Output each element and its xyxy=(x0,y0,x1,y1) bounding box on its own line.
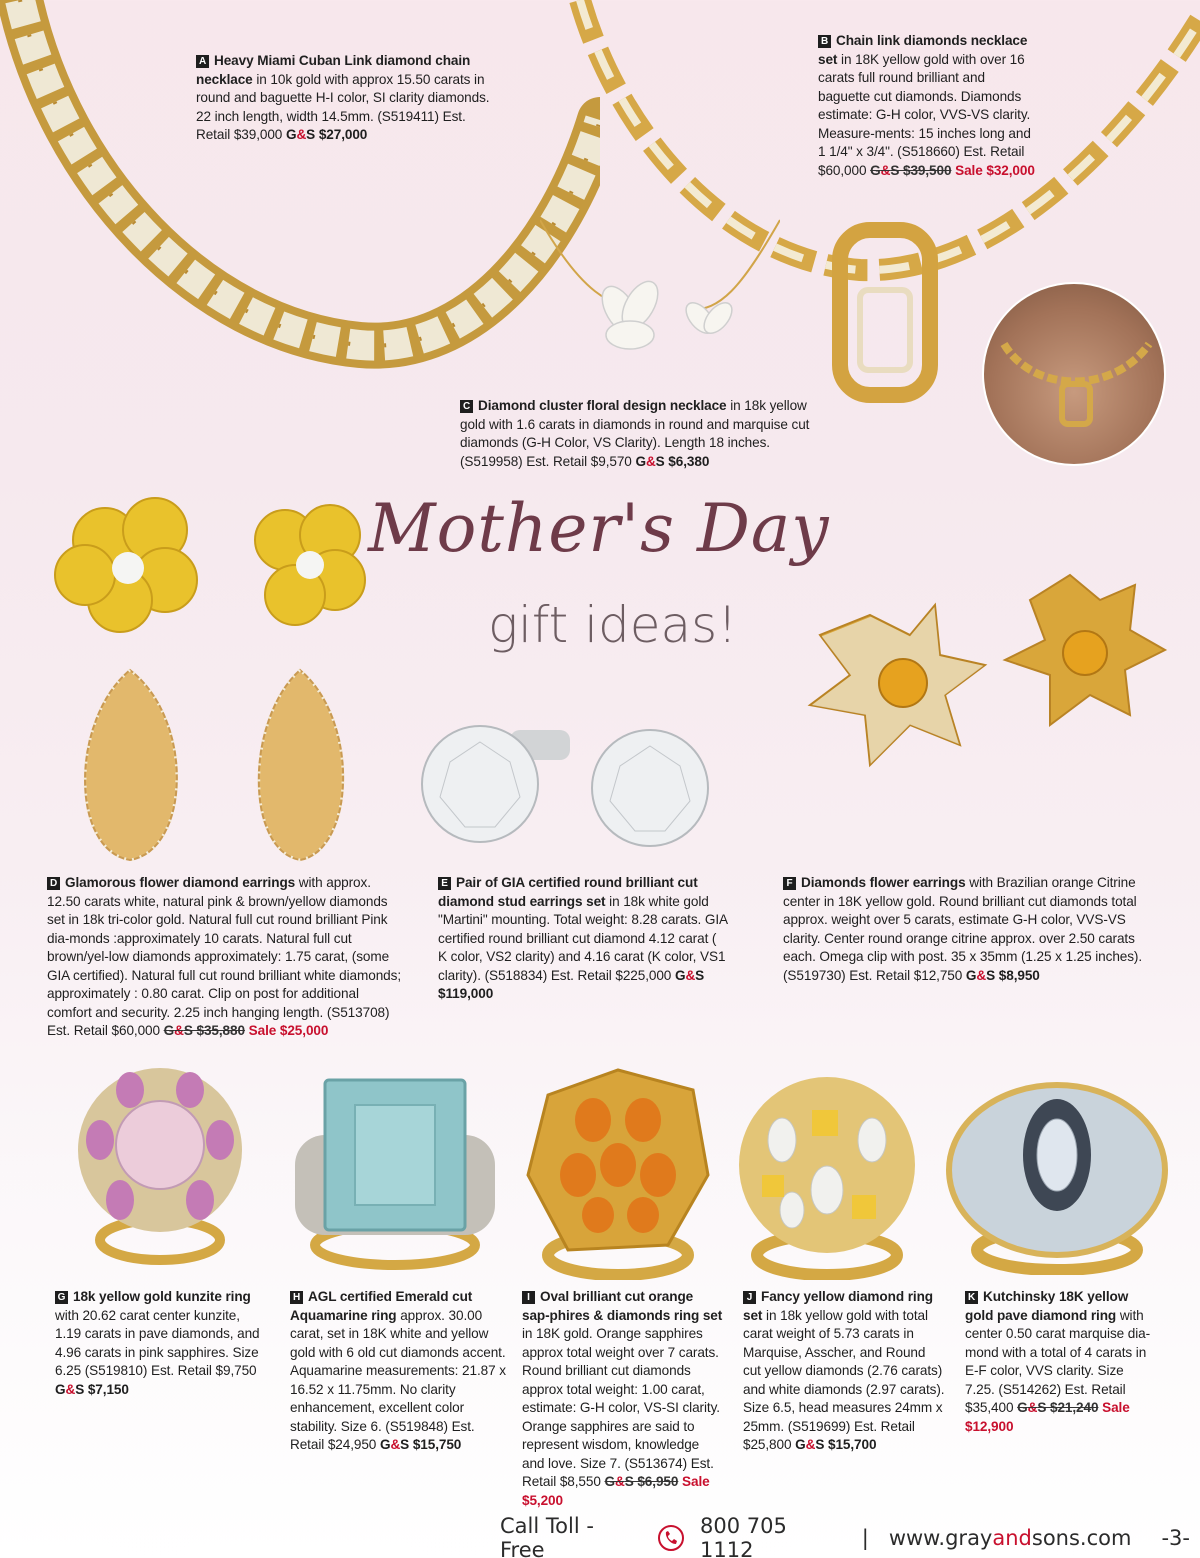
product-desc: with approx. 12.50 carats white, natural pink & brown/yellow diamonds set in 18k tri-color gold. Natural full cut round brilliant Pink dia-monds :approximately 10 carats. Natural full cut brown/yel-low diamonds approximately: 1.75 carat, (some GIA certified). Natural full cut round brilliant white diamonds; approximately : 0.80 carat. Clip on post for additional comfort and security. 2.25 inch hanging length. (S513708) Est. Retail $60,000 xyxy=(47,875,402,1038)
orange-sapphire-ring-photo xyxy=(518,1065,718,1280)
gs-price-strikethrough: G&S $21,240 xyxy=(1017,1400,1099,1415)
page-number: -3- xyxy=(1161,1526,1190,1550)
product-title: Chain link diamonds necklace set xyxy=(818,33,1028,67)
product-desc: with center 0.50 carat marquise dia-mond with a total of 4 carats in E-F color, VVS clarity. Size 7.25. (S514262) Est. Retail $35,400 xyxy=(965,1307,1151,1415)
product-desc: in 18K yellow gold with over 16 carats full round brilliant and baguette cut diamonds. Diamonds estimate: G-H color, VVS-VS clarity. Measure-ments: 15 inches long and 1 1/4" x 3/4". (S518660) Est. Retail $60,000 xyxy=(818,51,1031,178)
gs-price: G&S $7,150 xyxy=(55,1381,129,1397)
product-i-blurb xyxy=(522,1288,724,1510)
product-letter-badge: G xyxy=(55,1291,68,1304)
flower-drop-earrings-photo xyxy=(30,460,400,870)
product-letter-badge: C xyxy=(460,400,473,413)
phone-icon xyxy=(658,1525,684,1551)
sale-price: Sale $12,900 xyxy=(965,1400,1130,1434)
product-title: Pair of GIA certified round brilliant cut diamond stud earrings set xyxy=(438,875,698,909)
product-letter-badge: F xyxy=(783,877,796,890)
product-title: Heavy Miami Cuban Link diamond chain necklace xyxy=(196,53,471,87)
aquamarine-ring-photo xyxy=(285,1075,505,1275)
product-desc: in 18k yellow gold with 1.6 carats in diamonds in round and marquise cut diamonds (G-H Color, VS Clarity). Length 18 inches. (S519958) Est. Retail $9,570 xyxy=(460,398,810,469)
footer-contact-bar xyxy=(500,1514,1190,1558)
product-k-blurb xyxy=(965,1288,1155,1436)
hero-title: Mother's Day xyxy=(368,490,830,567)
product-b-blurb xyxy=(818,32,1040,180)
product-f-blurb xyxy=(783,874,1143,985)
product-desc: with Brazilian orange Citrine center in 18K yellow gold. Round brilliant cut diamonds total approx. weight over 5 carats, estimate G-H color, VVS-VS clarity. Center round orange citrine approx. over 2.50 carats each. Omega clip with post. 35 x 35mm (1.25 x 1.25 inches). (S519730) Est. Retail $12,750 xyxy=(783,875,1143,983)
hero-subtitle: gift ideas! xyxy=(488,596,738,654)
product-letter-badge: K xyxy=(965,1291,978,1304)
product-letter-badge: H xyxy=(290,1291,303,1304)
product-letter-badge: I xyxy=(522,1291,535,1304)
product-desc: in 10k gold with approx 15.50 carats in round and baguette H-I color, SI clarity diamonds. 22 inch length, width 14.5mm. (S519411) Est. Retail $39,000 xyxy=(196,71,490,142)
website-link[interactable] xyxy=(889,1526,1132,1550)
product-g-blurb xyxy=(55,1288,261,1399)
product-letter-badge: E xyxy=(438,877,451,890)
website-part-and: and xyxy=(992,1526,1032,1550)
product-title: 18k yellow gold kunzite ring xyxy=(73,1289,251,1304)
gs-price: G&S $8,950 xyxy=(965,967,1040,983)
product-letter-badge: B xyxy=(818,35,831,48)
necklace-worn-photo xyxy=(982,282,1166,466)
product-h-blurb xyxy=(290,1288,508,1455)
gs-price-strikethrough: G&S $39,500 xyxy=(870,162,952,178)
sale-price: Sale $32,000 xyxy=(955,162,1035,178)
product-j-blurb xyxy=(743,1288,945,1455)
sale-price: Sale $5,200 xyxy=(522,1474,710,1508)
product-c-blurb xyxy=(460,397,810,471)
product-letter-badge: J xyxy=(743,1291,756,1304)
product-desc: in 18k yellow gold with total carat weight of 5.73 carats in Marquise, Asscher, and Round cut yellow diamonds (2.76 carats) and white diamonds (2.97 carats). Size 6.5, head measures 24mm x 25mm. (S519699) Est. Retail $25,800 xyxy=(743,1307,945,1452)
yellow-diamond-ring-photo xyxy=(722,1070,932,1280)
product-title: Oval brilliant cut orange sap-phires & diamonds ring set xyxy=(522,1289,723,1323)
gs-price: G&S $27,000 xyxy=(285,127,368,142)
product-e-blurb xyxy=(438,874,728,1004)
kutchinsky-ring-photo xyxy=(945,1075,1170,1275)
gs-price: G&S $15,750 xyxy=(379,1437,462,1452)
product-desc: in 18k white gold "Martini" mounting. Total weight: 8.28 carats. GIA certified round brilliant cut diamond 4.12 carat ( K color, VS2 clarity) and 4.16 carat (K color, VS1 clarity). (S518834) Est. Retail $225,000 xyxy=(438,893,728,983)
phone-number-link[interactable]: 800 705 1112 xyxy=(700,1514,787,1558)
product-desc: approx. 30.00 carat, set in 18K white and yellow gold with 6 old cut diamonds accent. Aquamarine measurements: 21.87 x 16.52 x 11.75mm. No clarity enhancement, excellent color stability. Size 6. (S519848) Est. Retail $24,950 xyxy=(290,1307,506,1452)
floral-necklace-photo xyxy=(540,200,780,380)
sale-price: Sale $25,000 xyxy=(248,1023,329,1038)
gs-price: G&S $6,380 xyxy=(635,453,710,469)
product-title: Glamorous flower diamond earrings xyxy=(65,875,296,890)
product-desc: in 18K gold. Orange sapphires approx total weight over 7 carats. Round brilliant cut diamonds approx total weight: 1.00 carat, estimate: G-H color, VS-SI clarity. Orange sapphires are said to represent wisdom, knowledge and love. Size 7. (S513674) Est. Retail $8,550 xyxy=(522,1326,720,1489)
product-a-blurb xyxy=(196,52,496,145)
gs-price: G&S $15,700 xyxy=(795,1437,877,1452)
product-title: AGL certified Emerald cut Aquamarine ring xyxy=(290,1289,473,1323)
product-title: Diamonds flower earrings xyxy=(801,875,966,890)
product-d-blurb xyxy=(47,874,405,1041)
website-part: sons.com xyxy=(1031,1526,1132,1550)
gs-price-strikethrough: G&S $35,880 xyxy=(163,1023,245,1038)
product-letter-badge: A xyxy=(196,55,209,68)
gs-price-strikethrough: G&S $6,950 xyxy=(604,1474,679,1489)
website-part: www.gray xyxy=(888,1526,993,1550)
call-toll-free-label: Call Toll - Free xyxy=(500,1514,594,1558)
product-desc: with 20.62 carat center kunzite, 1.19 carats in pave diamonds, and 4.96 carats in pink sapphires. Size 6.25 (S519810) Est. Retail $9,750 xyxy=(55,1307,260,1378)
product-title: Kutchinsky 18K yellow gold pave diamond ring xyxy=(965,1289,1129,1323)
kunzite-ring-photo xyxy=(60,1060,260,1270)
citrine-flower-earrings-photo xyxy=(760,555,1170,815)
product-letter-badge: D xyxy=(47,877,60,890)
diamond-stud-earrings-photo xyxy=(410,722,720,852)
product-title: Diamond cluster floral design necklace xyxy=(478,398,727,413)
footer-separator: | xyxy=(861,1526,869,1550)
product-title: Fancy yellow diamond ring set xyxy=(743,1289,933,1323)
gs-price: G&S $119,000 xyxy=(438,967,705,1001)
